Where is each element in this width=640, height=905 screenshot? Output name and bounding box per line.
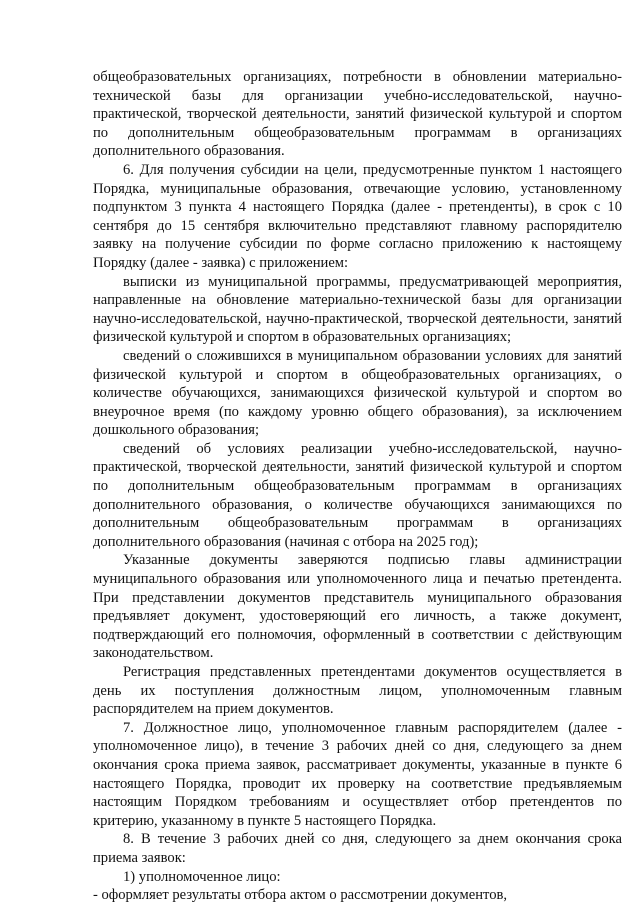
paragraph-subitem-1: 1) уполномоченное лицо: bbox=[123, 868, 281, 885]
paragraph-dash-item: - оформляет результаты отбора актом о рассмотрении документов, bbox=[93, 887, 508, 904]
paragraph-certification: Указанные документы заверяются подписью главы администрации муниципального образования или уполномоченного лица и печатью претендента. При представлении документов представитель муниципального образования предъявляет документ, удостоверяющий его личность, а также документ, подтверждающий его полномочия, оформленный в соответствии с действующим законодательством. bbox=[93, 552, 622, 662]
paragraph-registration: Регистрация представленных претендентами документов осуществляется в день их поступления должностным лицом, уполномоченным главным распорядителем на прием документов. bbox=[93, 664, 622, 718]
paragraph-additional-education: сведений об условиях реализации учебно-исследовательской, научно-практической, творческой деятельности, занятий физической культурой и спортом по дополнительным общеобразовательным программам в организациях дополнительного образования, о количестве обучающихся занимающихся по дополнительным общеобразовательным программам в организациях дополнительного образования (начиная с отбора на 2025 год); bbox=[93, 440, 622, 550]
document-body bbox=[93, 68, 622, 905]
paragraph-sports-conditions: сведений о сложившихся в муниципальном образовании условиях для занятий физической культурой и спортом в общеобразовательных организациях, о количестве обучающихся, занимающихся физической культурой и спортом во внеурочное время (по каждому уровню общего образования), за исключением дошкольного образования; bbox=[93, 347, 622, 439]
paragraph-item-7: 7. Должностное лицо, уполномоченное главным распорядителем (далее - уполномоченное лицо), в течение 3 рабочих дней со дня, следующего за днем окончания срока приема заявок, рассматривает документы, указанные в пункте 6 настоящего Порядка, проводит их проверку на соответствие предъявляемым настоящим Порядком требованиям и осуществляет отбор претендентов по критерию, указанному в пункте 5 настоящего Порядка. bbox=[93, 719, 622, 829]
paragraph-item-8: 8. В течение 3 рабочих дней со дня, следующего за днем окончания срока приема заявок: bbox=[93, 831, 622, 866]
paragraph-item-6: 6. Для получения субсидии на цели, предусмотренные пунктом 1 настоящего Порядка, муниципальные образования, отвечающие условию, установленному подпунктом 3 пункта 4 настоящего Порядка (далее - претенденты), в срок с 10 сентября до 15 сентября включительно представляют главному распорядителю заявку на получение субсидии по форме согласно приложению к настоящему Порядку (далее - заявка) с приложением: bbox=[93, 161, 622, 271]
paragraph-continuation: общеобразовательных организациях, потребности в обновлении материально-технической базы для организации учебно-исследовательской, научно-практической, творческой деятельности, занятий физической культурой и спортом по дополнительным общеобразовательным программам в организациях дополнительного образования. bbox=[93, 69, 622, 160]
paragraph-program-extract: выписки из муниципальной программы, предусматривающей мероприятия, направленные на обновление материально-технической базы для организации научно-исследовательской, научно-практической, творческой деятельности, занятий физической культурой и спортом в образовательных организациях; bbox=[93, 273, 622, 346]
